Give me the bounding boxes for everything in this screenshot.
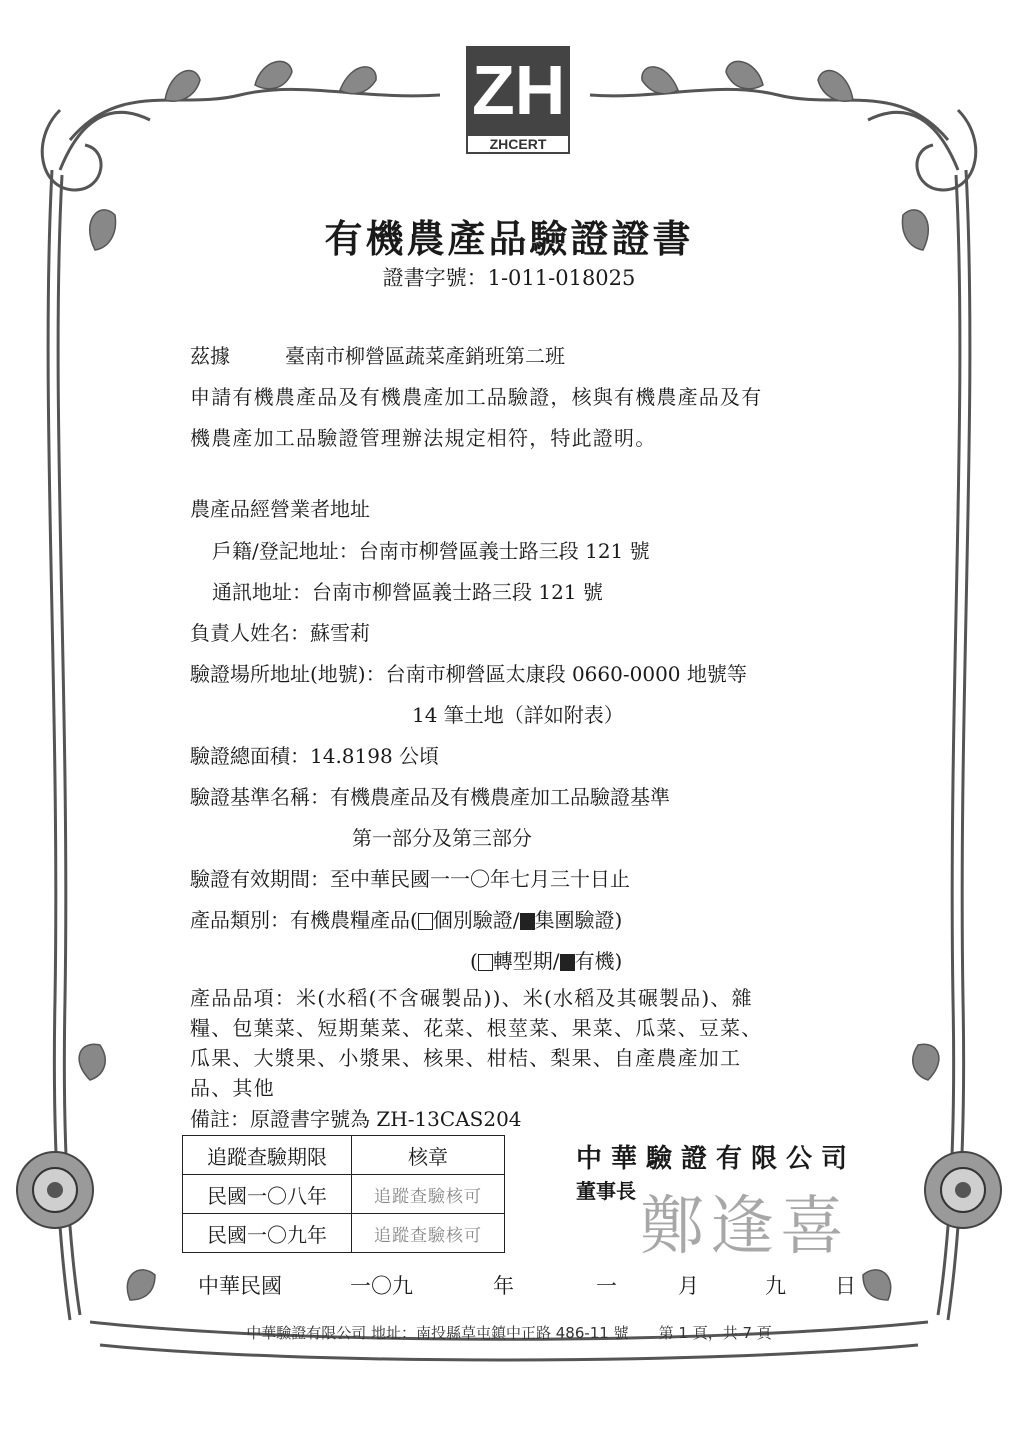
date-month-label: 月 bbox=[678, 1274, 699, 1298]
table-row bbox=[183, 1175, 505, 1214]
site-address-line-1: 驗證場所地址(地號)：台南市柳營區太康段 0660-0000 地號等 bbox=[190, 662, 747, 686]
row-period: 民國一〇九年 bbox=[183, 1214, 352, 1253]
approval-stamp: 追蹤查驗核可 bbox=[352, 1175, 505, 1214]
registered-address: 戶籍/登記地址：台南市柳營區義士路三段 121 號 bbox=[212, 539, 650, 563]
organic-checkbox bbox=[560, 954, 575, 971]
applicant-name: 臺南市柳營區蔬菜產銷班第二班 bbox=[285, 344, 565, 368]
trace-inspection-table bbox=[182, 1135, 505, 1253]
group-label: 集團驗證) bbox=[534, 908, 623, 932]
products-line-2: 糧、包葉菜、短期葉菜、花菜、根莖菜、果菜、瓜菜、豆菜、 bbox=[190, 1016, 763, 1040]
products-line-3: 瓜果、大漿果、小漿果、核果、柑桔、梨果、自產農產加工 bbox=[190, 1046, 742, 1070]
row-period: 民國一〇八年 bbox=[183, 1175, 352, 1214]
zhcert-logo bbox=[466, 46, 570, 150]
transition-period-checkbox bbox=[478, 954, 493, 971]
transition-label: 轉型期/ bbox=[492, 949, 560, 973]
table-header-row bbox=[183, 1136, 505, 1175]
certificate-number: 證書字號：1-011-018025 bbox=[382, 266, 636, 290]
total-area: 驗證總面積：14.8198 公頃 bbox=[190, 744, 440, 768]
chairman-signature: 鄭逢喜 bbox=[640, 1190, 850, 1264]
organic-label: 有機) bbox=[574, 949, 623, 973]
chairman-label: 董事長 bbox=[576, 1179, 636, 1203]
standard-line-2: 第一部分及第三部分 bbox=[352, 826, 532, 850]
group-verification-checkbox bbox=[520, 913, 535, 930]
date-day-label: 日 bbox=[835, 1274, 856, 1298]
product-stage bbox=[470, 948, 622, 974]
stage-open-paren: ( bbox=[470, 949, 478, 973]
table-row bbox=[183, 1214, 505, 1253]
logo-mark-text: ZH bbox=[472, 51, 566, 129]
certificate-title: 有機農產品驗證證書 bbox=[324, 216, 694, 261]
product-category bbox=[190, 907, 622, 933]
operator-address-heading: 農產品經營業者地址 bbox=[190, 497, 370, 521]
validity-period: 驗證有效期間：至中華民國一一〇年七月三十日止 bbox=[190, 867, 630, 891]
date-month: 一 bbox=[596, 1274, 617, 1298]
products-line-4: 品、其他 bbox=[190, 1076, 275, 1100]
products-line-1: 產品品項：米(水稻(不含碾製品))、米(水稻及其碾製品)、雜 bbox=[190, 986, 753, 1010]
date-year-label: 年 bbox=[493, 1274, 514, 1298]
date-day: 九 bbox=[765, 1274, 786, 1298]
statement-line-2: 機農產加工品驗證管理辦法規定相符，特此證明。 bbox=[190, 426, 657, 450]
date-year: 一〇九 bbox=[350, 1274, 413, 1298]
logo-mark bbox=[466, 46, 570, 134]
remark: 備註：原證書字號為 ZH-13CAS204 bbox=[190, 1107, 522, 1131]
site-address-line-2: 14 筆土地（詳如附表） bbox=[412, 703, 624, 727]
issuing-company: 中華驗證有限公司 bbox=[576, 1144, 857, 1174]
date-era: 中華民國 bbox=[198, 1274, 282, 1298]
responsible-person: 負責人姓名：蘇雪莉 bbox=[190, 621, 370, 645]
header-stamp: 核章 bbox=[352, 1136, 505, 1175]
page-footer: 中華驗證有限公司 地址：南投縣草屯鎮中正路 486-11 號 第 1 頁，共 7 頁 bbox=[246, 1324, 772, 1342]
approval-stamp: 追蹤查驗核可 bbox=[352, 1214, 505, 1253]
category-prefix: 產品類別：有機農糧產品( bbox=[190, 908, 418, 932]
logo-text: ZHCERT bbox=[466, 134, 570, 154]
applicant-prefix: 茲據 bbox=[190, 344, 230, 368]
individual-label: 個別驗證/ bbox=[432, 908, 520, 932]
header-period: 追蹤查驗期限 bbox=[183, 1136, 352, 1175]
individual-verification-checkbox bbox=[418, 913, 433, 930]
standard-line-1: 驗證基準名稱：有機農產品及有機農產加工品驗證基準 bbox=[190, 785, 670, 809]
statement-line-1: 申請有機農產品及有機農產加工品驗證，核與有機農產品及有 bbox=[190, 385, 763, 409]
mailing-address: 通訊地址：台南市柳營區義士路三段 121 號 bbox=[212, 580, 603, 604]
